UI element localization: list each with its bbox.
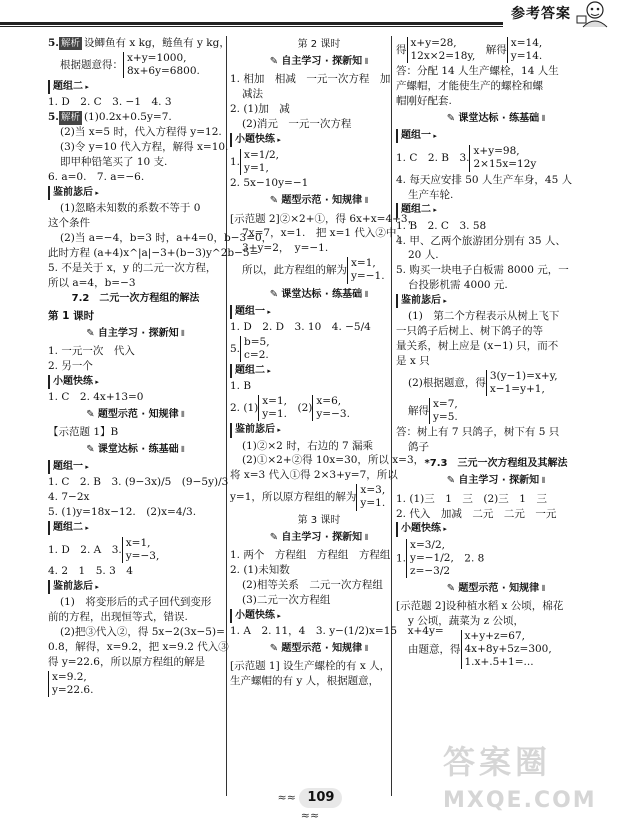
- group-heading: 题组二 ▸: [396, 203, 596, 217]
- section-title: 7.2 二元一次方程组的解法: [71, 293, 200, 305]
- answer-line: 2. (1): [230, 402, 259, 415]
- group-heading: 鉴前毖后 ▸: [48, 580, 223, 594]
- answer-line: 1. D 2. D 3. 10 4. −5/4: [230, 320, 371, 333]
- group-heading: 鉴前毖后 ▸: [396, 294, 596, 308]
- page-number: [270, 788, 350, 824]
- group-heading: 题组二 ▸: [48, 80, 223, 94]
- answer-line: (2)①×2+②得 10x=30，所以 x=3，: [242, 454, 425, 467]
- answer-line: (1) 将变形后的式子回代到变形: [60, 596, 212, 609]
- equation-system: 3(y−1)=x+y, x−1=y+1,: [486, 370, 558, 396]
- answer-line: 即甲种铅笔买了 10 支.: [60, 155, 168, 168]
- answer-line: 2. 代入 加减 二元 二元 一元: [396, 507, 557, 520]
- answer-line: 3+y=2， y=−1.: [242, 242, 329, 255]
- section-heading: ✎ 课堂达标 · 练基础 ⦀: [396, 112, 596, 126]
- answer-line: (2)当 a=−4，b=3 时，a+4=0，b−3=0，: [60, 231, 273, 244]
- answer-line: 1.: [230, 156, 241, 169]
- answer-line: y=1，所以原方程组的解为: [230, 491, 357, 504]
- section-heading: ✎ 题型示范 · 知规律 ⦀: [396, 582, 596, 596]
- answer-line: 7x=7，x=1. 把 x=1 代入②中，: [242, 227, 407, 240]
- answer-line: 1. (1)三 1 三 (2)三 1 三: [396, 492, 547, 505]
- swirl-ornament-icon: ≈≈: [300, 809, 320, 823]
- group-heading: 小题快练 ▸: [396, 522, 596, 536]
- answer-line: [示范题 2]②×2+①，得 6x+x=4+3，: [230, 212, 419, 225]
- answer-line: 是 x 只: [396, 355, 430, 368]
- answer-line: (2)消元 一元一次方程: [242, 118, 352, 131]
- answer-line: 2. 5x−10y=−1: [230, 177, 309, 190]
- answer-line: 5. 不是关于 x，y 的二元一次方程，: [48, 261, 217, 274]
- watermark: [443, 740, 603, 820]
- answer-line: 得: [396, 44, 407, 57]
- answer-line: 答：分配 14 人生产螺栓，14 人生: [396, 65, 559, 78]
- answer-line: 1. C 2. 4x+13=0: [48, 390, 144, 403]
- section-heading: ✎ 课堂达标 · 练基础 ⦀: [230, 288, 408, 302]
- answer-line: 5. 购买一块电子白板需 8000 元，一: [396, 264, 569, 277]
- answer-line: 生产车轮.: [408, 188, 454, 201]
- section-heading: ✎ 题型示范 · 知规律 ⦀: [230, 194, 408, 208]
- answer-line: [示范题 2]设种植水稻 x 公顷，棉花: [396, 600, 564, 613]
- answer-line: 量关系，树上应是 (x−1) 只，而不: [396, 340, 559, 353]
- analysis-tag: 解析: [60, 112, 80, 124]
- answer-line: 4. 2 1 5. 3 4: [48, 565, 133, 578]
- lesson-title: 第 3 课时: [297, 514, 341, 526]
- answer-line: 1. 一元一次 代入: [48, 344, 135, 357]
- answer-line: 此时方程 (a+4)x^|a|−3+(b−3)y^2b−5=: [48, 246, 259, 259]
- group-heading: 小题快练 ▸: [48, 375, 223, 389]
- answer-line: 台投影机需 4000 元.: [408, 279, 508, 292]
- answer-line: (2)相等关系 二元一次方程组: [242, 578, 383, 591]
- answer-line: 1. A 2. 11，4 3. y−(1/2)x=15 x+4y=: [230, 624, 444, 637]
- equation-system: x+y=98, 2×15x=12y: [469, 145, 536, 171]
- answer-line: (2)把③代入②，得 5x−2(3x−5)=: [60, 626, 225, 639]
- answer-line: 1. C 2. B 3. (9−3x)/5 (9−5y)/3: [48, 476, 229, 489]
- equation-system: x=14, y=14.: [507, 37, 542, 63]
- answer-line: (1) 第二个方程表示从树上飞下: [408, 310, 560, 323]
- answer-line: 一只鸽子后树上、树下鸽子的等: [396, 325, 543, 338]
- header-rule-thin: [0, 26, 503, 27]
- section-heading: ✎ 自主学习 · 探新知 ⦀: [230, 55, 408, 69]
- answer-line: (3)二元一次方程组: [242, 593, 331, 606]
- answer-line: 4. 甲、乙两个旅游团分别有 35 人、: [396, 234, 566, 247]
- answer-line: 解得: [408, 405, 429, 418]
- analysis-tag: 解析: [60, 38, 80, 49]
- answer-line: 1.: [396, 552, 407, 565]
- header-rule: [0, 22, 503, 25]
- answer-line: 4. 每天应安排 50 人生产车身，45 人: [396, 173, 573, 186]
- group-heading: 题组一 ▸: [48, 460, 223, 474]
- equation-system: x=1/2, y=1,: [240, 149, 279, 175]
- lesson-title: 第 1 课时: [48, 309, 95, 322]
- answer-line: 2. 8: [464, 552, 485, 565]
- section-heading: ✎ 题型示范 · 知规律 ⦀: [48, 408, 223, 422]
- answer-line: 答：树上有 7 只鸽子，树下有 5 只: [396, 426, 560, 439]
- answer-line: (1)忽略未知数的系数不等于 0: [60, 201, 201, 214]
- answer-line: (2): [297, 402, 313, 415]
- group-heading: 题组一 ▸: [230, 305, 408, 319]
- answer-line: 0.8，解得，x=9.2，把 x=9.2 代入③: [48, 641, 229, 654]
- equation-system: x+y+z=67, 4x+8y+5z=300, 1.x+.5+1=...: [461, 630, 552, 669]
- section-heading: ✎ 课堂达标 · 练基础 ⦀: [48, 443, 223, 457]
- lesson-title: 第 2 课时: [297, 39, 341, 50]
- answer-line: 由题意，得: [408, 643, 461, 656]
- answer-line: 解得: [485, 44, 507, 57]
- section-heading: ✎ 自主学习 · 探新知 ⦀: [230, 531, 408, 545]
- answer-line: 所以 a=4，b=−3: [48, 276, 136, 289]
- section-heading: ✎ 自主学习 · 探新知 ⦀: [48, 327, 223, 341]
- answer-line: 1. 两个 方程组 方程组 方程组: [230, 548, 391, 561]
- equation-system: x=3/2, y=−1/2, z=−3/2: [406, 539, 454, 578]
- answer-line: 帽刚好配套.: [396, 95, 452, 108]
- cartoon-teacher-icon: [575, 0, 611, 28]
- answer-line: 1. C 2. B 3.: [396, 152, 470, 165]
- equation-system: x+y=1000, 8x+6y=6800.: [123, 52, 200, 78]
- equation-system: x=1, y=−3,: [122, 537, 160, 563]
- answer-line: 4. 7−2x: [48, 490, 90, 503]
- group-heading: 题组二 ▸: [230, 364, 408, 378]
- answer-line: 减法: [242, 88, 263, 101]
- answer-line: 鸽子: [408, 441, 429, 454]
- answer-line: 1. 相加 相减 一元一次方程 加: [230, 73, 391, 86]
- equation-system: x=1, y=1.: [258, 395, 287, 421]
- answer-line: 产螺帽，才能使生产的螺栓和螺: [396, 80, 543, 93]
- answer-line: 生产螺帽的有 y 人，根据题意，: [230, 674, 380, 687]
- group-heading: 小题快练 ▸: [230, 609, 408, 623]
- equation-system: x=9.2, y=22.6.: [48, 671, 93, 697]
- answer-line: 前的方程，出现恒等式，错误.: [48, 611, 188, 624]
- equation-system: x=6, y=−3.: [312, 395, 350, 421]
- equation-system: b=5, c=2.: [240, 336, 270, 362]
- group-heading: 题组一 ▸: [396, 129, 596, 143]
- group-heading: 小题快练 ▸: [230, 133, 408, 147]
- answer-line: 根据题意得：: [60, 59, 123, 72]
- answer-line: (1)②×2 时，右边的 7 漏乘: [242, 439, 374, 452]
- answer-line: (2)根据题意，得: [408, 377, 486, 390]
- answer-line: 20 人.: [408, 249, 439, 262]
- answer-line: 2. (1)加 减: [230, 103, 290, 116]
- answer-line: (2)当 x=5 时，代入方程得 y=12.: [60, 126, 222, 139]
- answer-line: 将 x=3 代入①得 2×3+y=7，所以: [230, 469, 398, 482]
- answer-line: 1. D 2. C 3. −1 4. 3: [48, 96, 172, 109]
- swirl-ornament-icon: ≈≈: [277, 791, 296, 804]
- answer-line: 得 y=22.6，所以原方程组的解是: [48, 655, 205, 668]
- watermark-url: MXQE.COM: [443, 788, 597, 814]
- header-title: 参考答案: [511, 6, 571, 22]
- q-num: 5.: [48, 111, 59, 124]
- equation-system: x+y=28, 12x×2=18y,: [407, 37, 476, 63]
- page-number-value: 109: [299, 788, 342, 808]
- equation-system: x=7, y=5.: [429, 398, 458, 424]
- answer-line: 2. (1)未知数: [230, 563, 290, 576]
- answer-line: 设鲫鱼有 x kg，鲢鱼有 y kg，: [83, 37, 230, 49]
- group-heading: 鉴前毖后 ▸: [48, 186, 223, 200]
- answer-line: 【示范题 1】B: [48, 425, 119, 438]
- answer-line: 所以，此方程组的解为: [242, 264, 347, 277]
- section-heading: ✎ 自主学习 · 探新知 ⦀: [396, 474, 596, 488]
- answer-line: 2. 另一个: [48, 359, 93, 372]
- equation-system: x=3, y=1.: [356, 484, 385, 510]
- section-heading: ✎ 题型示范 · 知规律 ⦀: [230, 642, 408, 656]
- answer-line: 1. B: [230, 380, 252, 393]
- answer-line: y 公顷，蔬菜为 z 公顷，: [408, 615, 524, 628]
- answer-line: 6. a=0. 7. a=−6.: [48, 170, 145, 183]
- answer-line: 5. (1)y=18x−12. (2)x=4/3.: [48, 505, 197, 518]
- answer-line: (1)0.2x+0.5y=7.: [83, 111, 172, 124]
- column-3: [396, 36, 596, 806]
- answer-line: 5.: [230, 342, 241, 355]
- group-heading: 题组二 ▸: [48, 521, 223, 535]
- equation-system: x=1, y=−1.: [347, 257, 385, 283]
- q-num: 5.: [48, 37, 59, 49]
- page-header: [0, 0, 623, 30]
- answer-line: 1. B 2. C 3. 58: [396, 219, 487, 232]
- answer-line: 这个条件: [48, 216, 90, 229]
- section-title: *7.3 三元一次方程组及其解法: [424, 458, 568, 470]
- watermark-logo-text: 答案圈: [443, 743, 552, 781]
- group-heading: 鉴前毖后 ▸: [230, 423, 408, 437]
- answer-line: [示范题 1] 设生产螺栓的有 x 人，: [230, 659, 391, 672]
- answer-line: 1. D 2. A 3.: [48, 544, 122, 557]
- answer-line: (3)令 y=10 代入方程，解得 x=10.: [60, 141, 229, 154]
